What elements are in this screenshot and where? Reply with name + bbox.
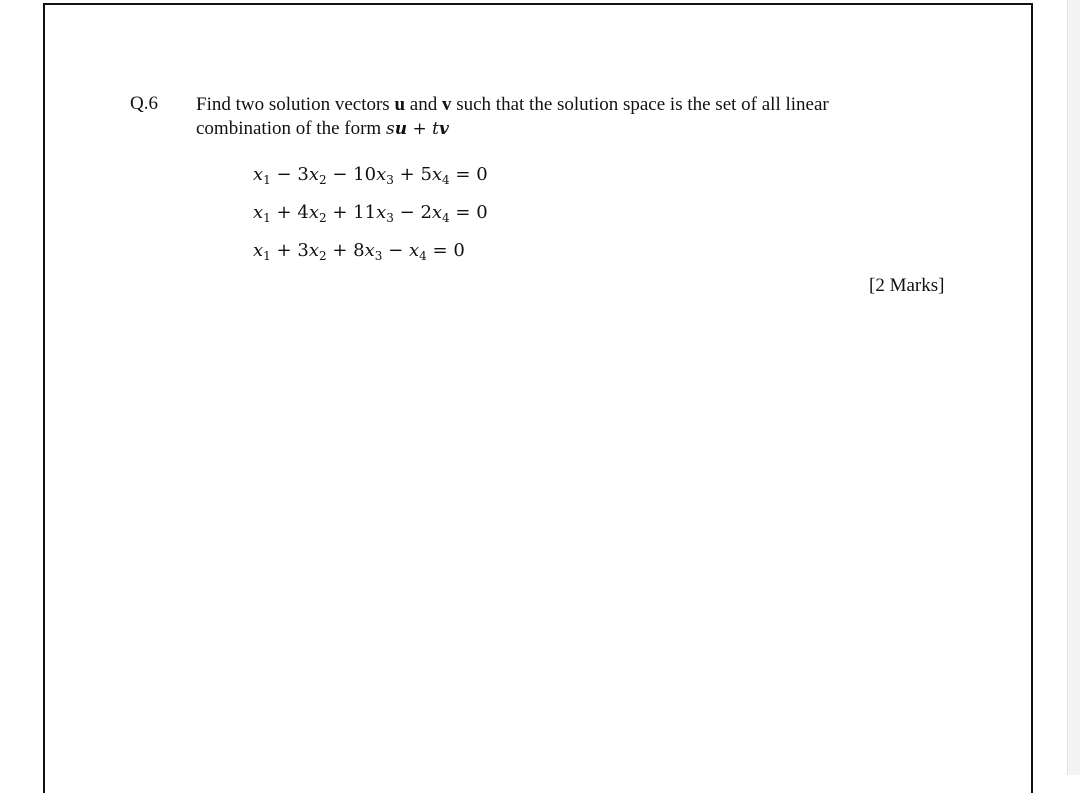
vertical-scrollbar[interactable] xyxy=(1067,0,1080,775)
question-text: Find two solution vectors u and v such that the solution space is the set of all linear combination of the form su + tv xyxy=(196,94,829,139)
question-number: Q.6 xyxy=(130,93,158,114)
equation-2: $x_1 + 4x_2 + 11x_3 - 2x_4 = 0$ xyxy=(253,202,488,225)
marks-label: [2 Marks] xyxy=(869,275,945,296)
equation-3: $x_1 + 3x_2 + 8x_3 - x_4 = 0$ xyxy=(253,240,465,263)
vector-v: v xyxy=(441,94,452,115)
equation-1: $x_1 - 3x_2 - 10x_3 + 5x_4 = 0$ xyxy=(253,164,488,187)
vector-u: u xyxy=(394,94,406,115)
